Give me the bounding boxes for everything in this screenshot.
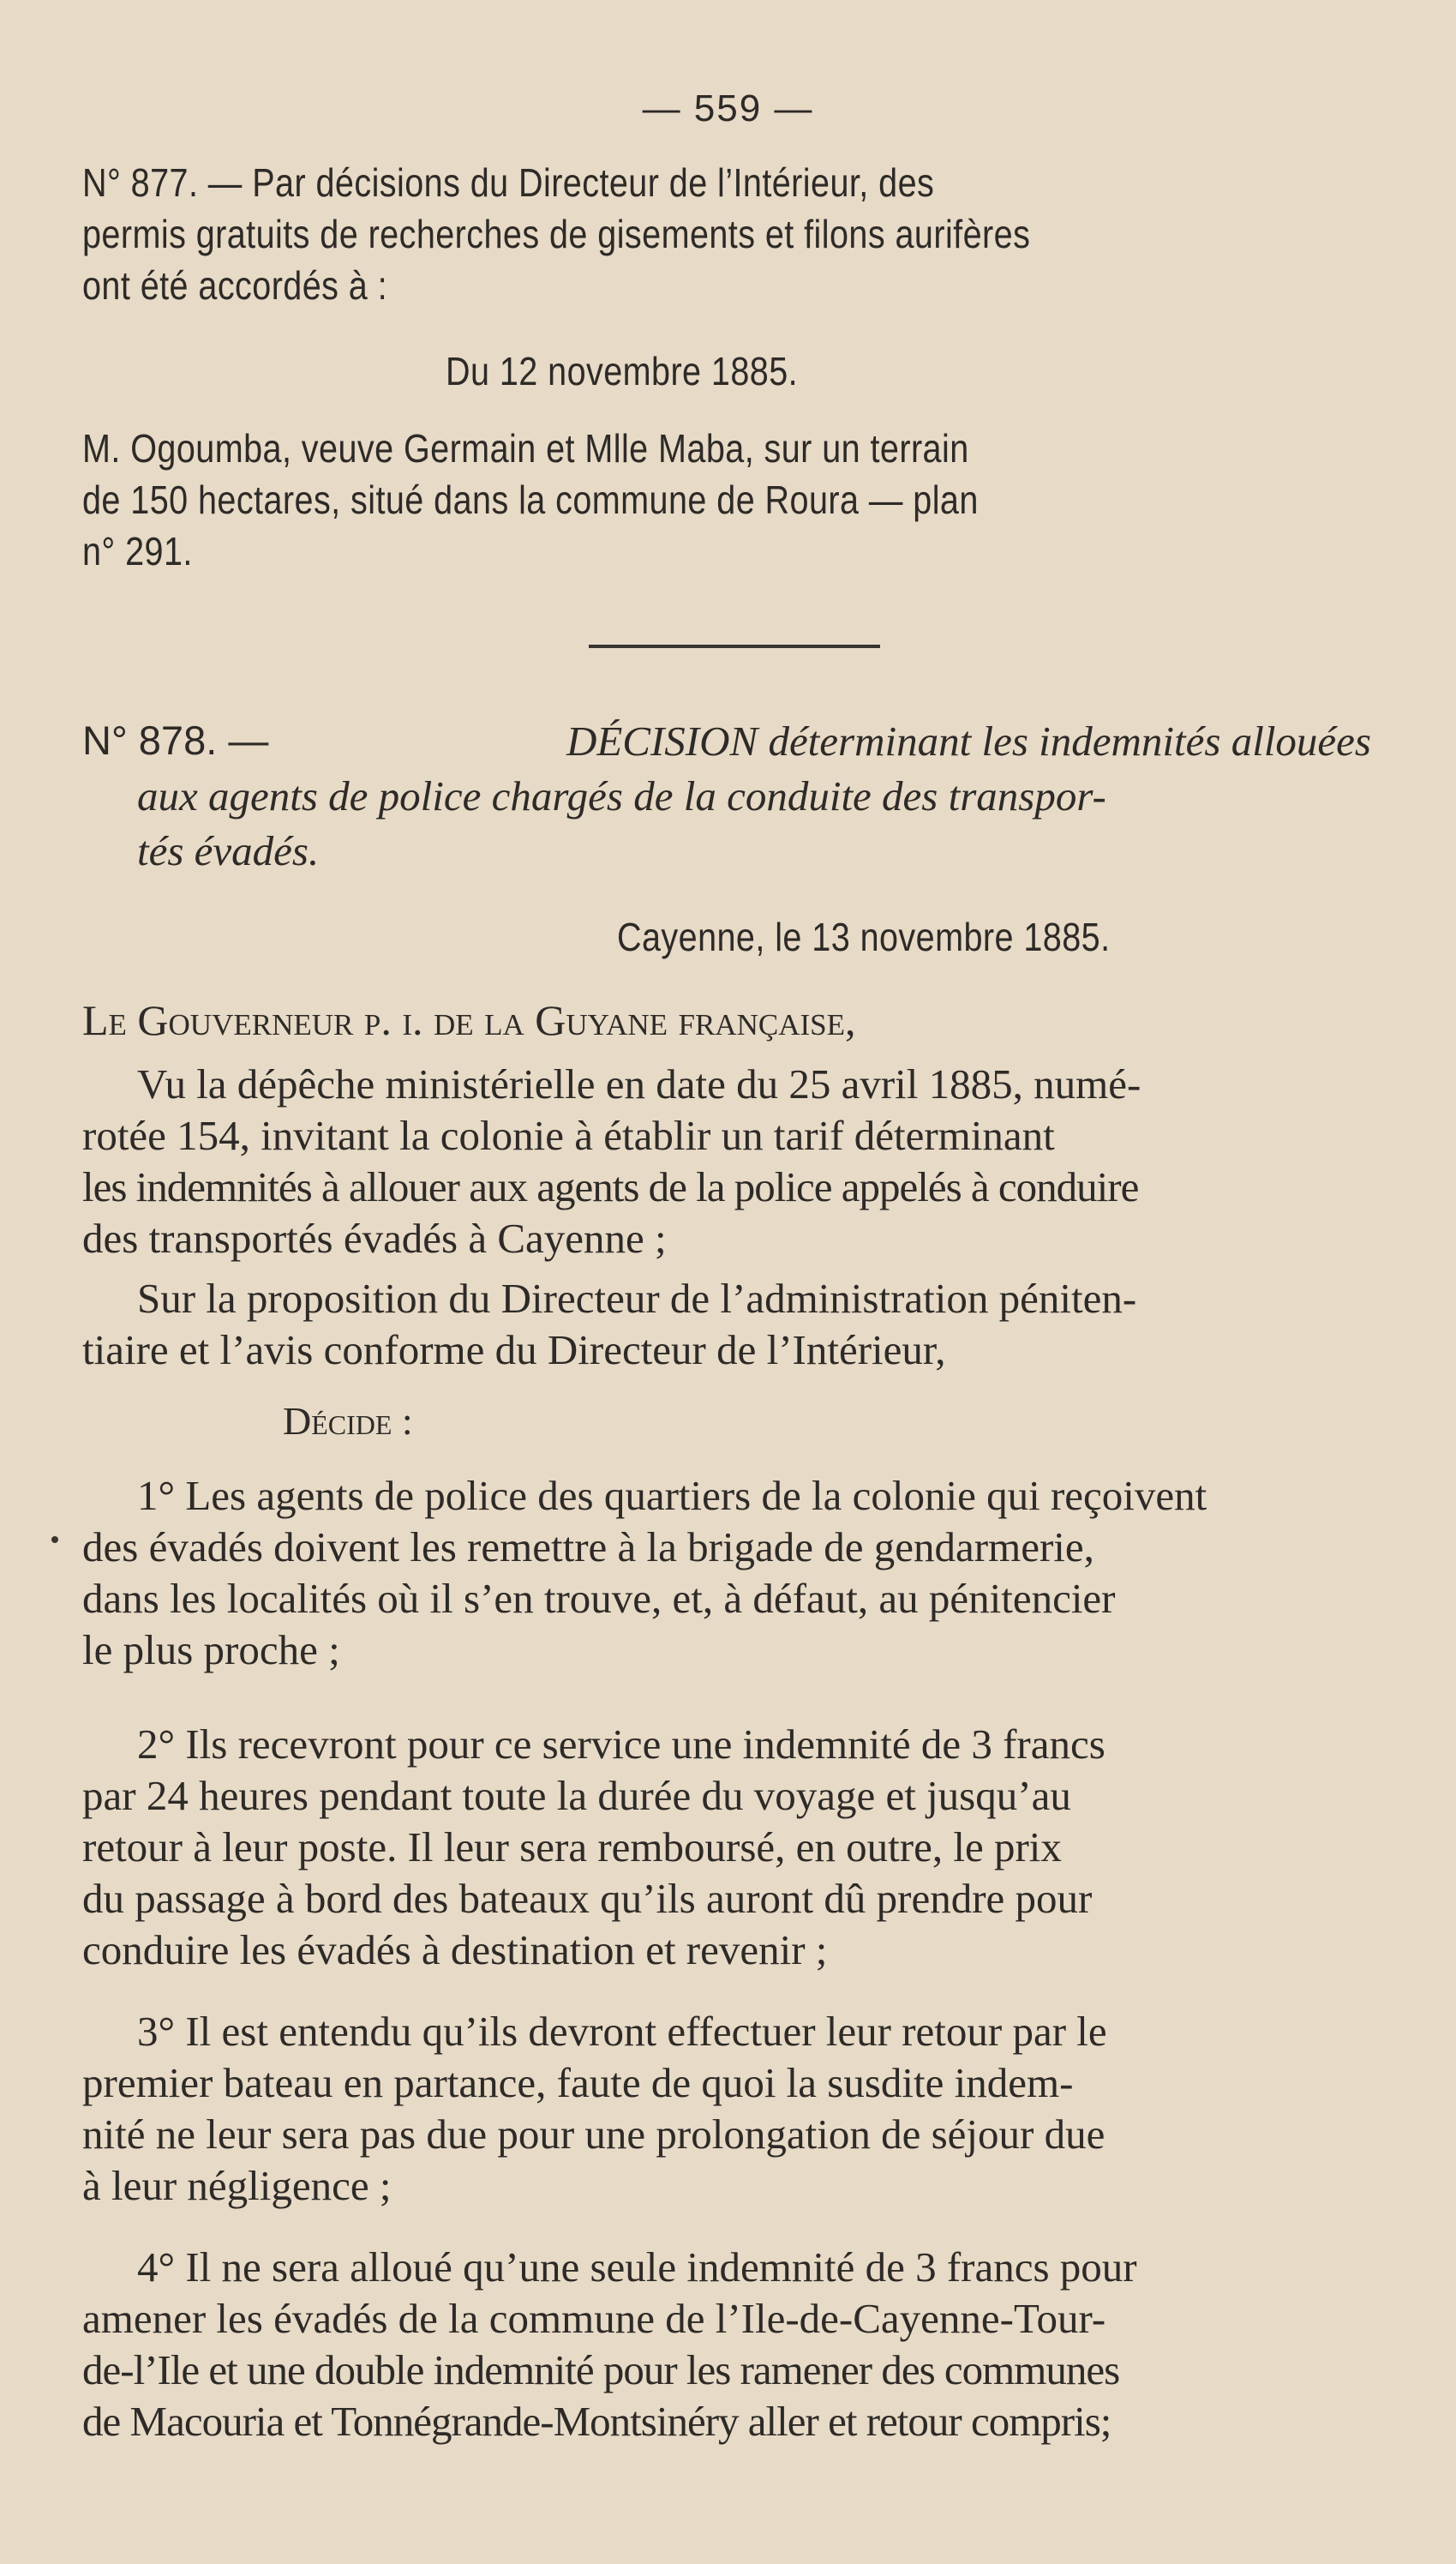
article-1-line-2-text: des évadés doivent les remettre à la brigade de gendarmerie, <box>82 1523 1094 1570</box>
section-877-grant-line-3: n° 291. <box>82 529 193 573</box>
article-3-line-3-text: nité ne leur sera pas due pour une prolongation de séjour due <box>82 2111 1105 2158</box>
decision-heading-line-2 <box>137 772 1371 820</box>
section-877-grant-line-1 <box>82 426 1369 471</box>
section-877-line-1 <box>82 160 1369 205</box>
article-4-line-4-text: de Macouria et Tonnégrande-Montsinéry aller et retour compris; <box>82 2398 1111 2445</box>
vu-line-1 <box>137 1060 1371 1108</box>
margin-dot <box>51 1536 58 1543</box>
section-877-line-2 <box>82 214 1369 254</box>
vu-line-2 <box>82 1112 1371 1159</box>
decision-heading-text-2: aux agents de police chargés de la conduite des transpor- <box>137 772 1106 820</box>
governor-text: Le Gouverneur p. i. de la Guyane française, <box>82 996 856 1044</box>
section-877-grant-line-2-text: de 150 hectares, situé dans la commune de Roura — plan <box>82 477 979 522</box>
vu-line-3 <box>82 1163 1371 1210</box>
sur-line-2: tiaire et l’avis conforme du Directeur de l’Intérieur, <box>82 1326 946 1373</box>
article-3-line-1 <box>137 2008 1371 2055</box>
article-3-line-4: à leur négligence ; <box>82 2162 392 2209</box>
section-877-line-1-text: N° 877. — Par décisions du Directeur de l’Intérieur, des <box>82 160 935 205</box>
article-3-line-2-text: premier bateau en partance, faute de quoi la susdite indem- <box>82 2059 1074 2106</box>
article-4-line-4 <box>82 2398 1371 2445</box>
decision-heading-line-1 <box>82 718 1371 765</box>
article-3-line-2 <box>82 2059 1371 2106</box>
decision-heading-text-3: tés évadés. <box>137 827 320 874</box>
article-2-line-2 <box>82 1772 1371 1819</box>
section-877-line-2-text: permis gratuits de recherches de gisements et filons aurifères <box>82 212 1031 256</box>
sur-line-1 <box>137 1275 1371 1322</box>
vu-line-3-text: les indemnités à allouer aux agents de la police appelés à conduire <box>82 1163 1139 1210</box>
article-4-line-3-text: de-l’Ile et une double indemnité pour les ramener des communes <box>82 2346 1120 2393</box>
article-3-line-1-text: 3° Il est entendu qu’ils devront effectuer leur retour par le <box>137 2008 1107 2055</box>
section-877-line-3: ont été accordés à : <box>82 263 388 308</box>
article-1-line-1 <box>137 1472 1371 1519</box>
article-2-line-4-text: du passage à bord des bateaux qu’ils auront dû prendre pour <box>82 1875 1093 1922</box>
vu-line-1-text: Vu la dépêche ministérielle en date du 25 avril 1885, numé- <box>137 1060 1141 1108</box>
decision-heading-text-1: DÉCISION déterminant les indemnités allouées <box>566 718 1371 765</box>
article-1-line-2 <box>82 1523 1371 1570</box>
article-1-line-3-text: dans les localités où il s’en trouve, et, à défaut, au pénitencier <box>82 1575 1116 1622</box>
article-4-line-1 <box>137 2243 1371 2291</box>
article-1-line-3 <box>82 1575 1371 1622</box>
article-3-line-3 <box>82 2111 1371 2158</box>
sur-line-1-text: Sur la proposition du Directeur de l’administration péniten- <box>137 1275 1137 1322</box>
section-divider <box>589 645 880 648</box>
article-1-line-4: le plus proche ; <box>82 1626 340 1673</box>
article-4-line-2 <box>82 2295 1371 2342</box>
page-number: — 559 — <box>642 87 814 129</box>
article-1-line-1-text: 1° Les agents de police des quartiers de la colonie qui reçoivent <box>137 1472 1207 1519</box>
article-2-line-4 <box>82 1875 1371 1922</box>
vu-line-2-text: rotée 154, invitant la colonie à établir un tarif déterminant <box>82 1112 1055 1159</box>
place-date: Cayenne, le 13 novembre 1885. <box>617 915 1111 959</box>
article-2-line-1-text: 2° Ils recevront pour ce service une indemnité de 3 francs <box>137 1720 1105 1768</box>
decision-number: N° 878. — <box>82 718 269 763</box>
section-877-grant-line-2 <box>82 477 1369 522</box>
section-877-grant-line-1-text: M. Ogoumba, veuve Germain et Mlle Maba, sur un terrain <box>82 426 969 471</box>
article-2-line-5: conduire les évadés à destination et revenir ; <box>82 1926 828 1973</box>
article-2-line-3 <box>82 1823 1371 1870</box>
decide-heading: Décide : <box>283 1399 413 1443</box>
article-4-line-3 <box>82 2346 1371 2393</box>
article-2-line-1 <box>137 1720 1371 1768</box>
vu-line-4: des transportés évadés à Cayenne ; <box>82 1215 667 1262</box>
article-2-line-2-text: par 24 heures pendant toute la durée du voyage et jusqu’au <box>82 1772 1071 1819</box>
article-4-line-1-text: 4° Il ne sera alloué qu’une seule indemnité de 3 francs pour <box>137 2243 1137 2291</box>
article-4-line-2-text: amener les évadés de la commune de l’Ile-de-Cayenne-Tour- <box>82 2295 1106 2342</box>
section-877-date: Du 12 novembre 1885. <box>446 349 799 393</box>
decision-heading-line-3 <box>137 827 320 874</box>
governor-line <box>82 996 856 1044</box>
article-2-line-3-text: retour à leur poste. Il leur sera remboursé, en outre, le prix <box>82 1823 1062 1870</box>
